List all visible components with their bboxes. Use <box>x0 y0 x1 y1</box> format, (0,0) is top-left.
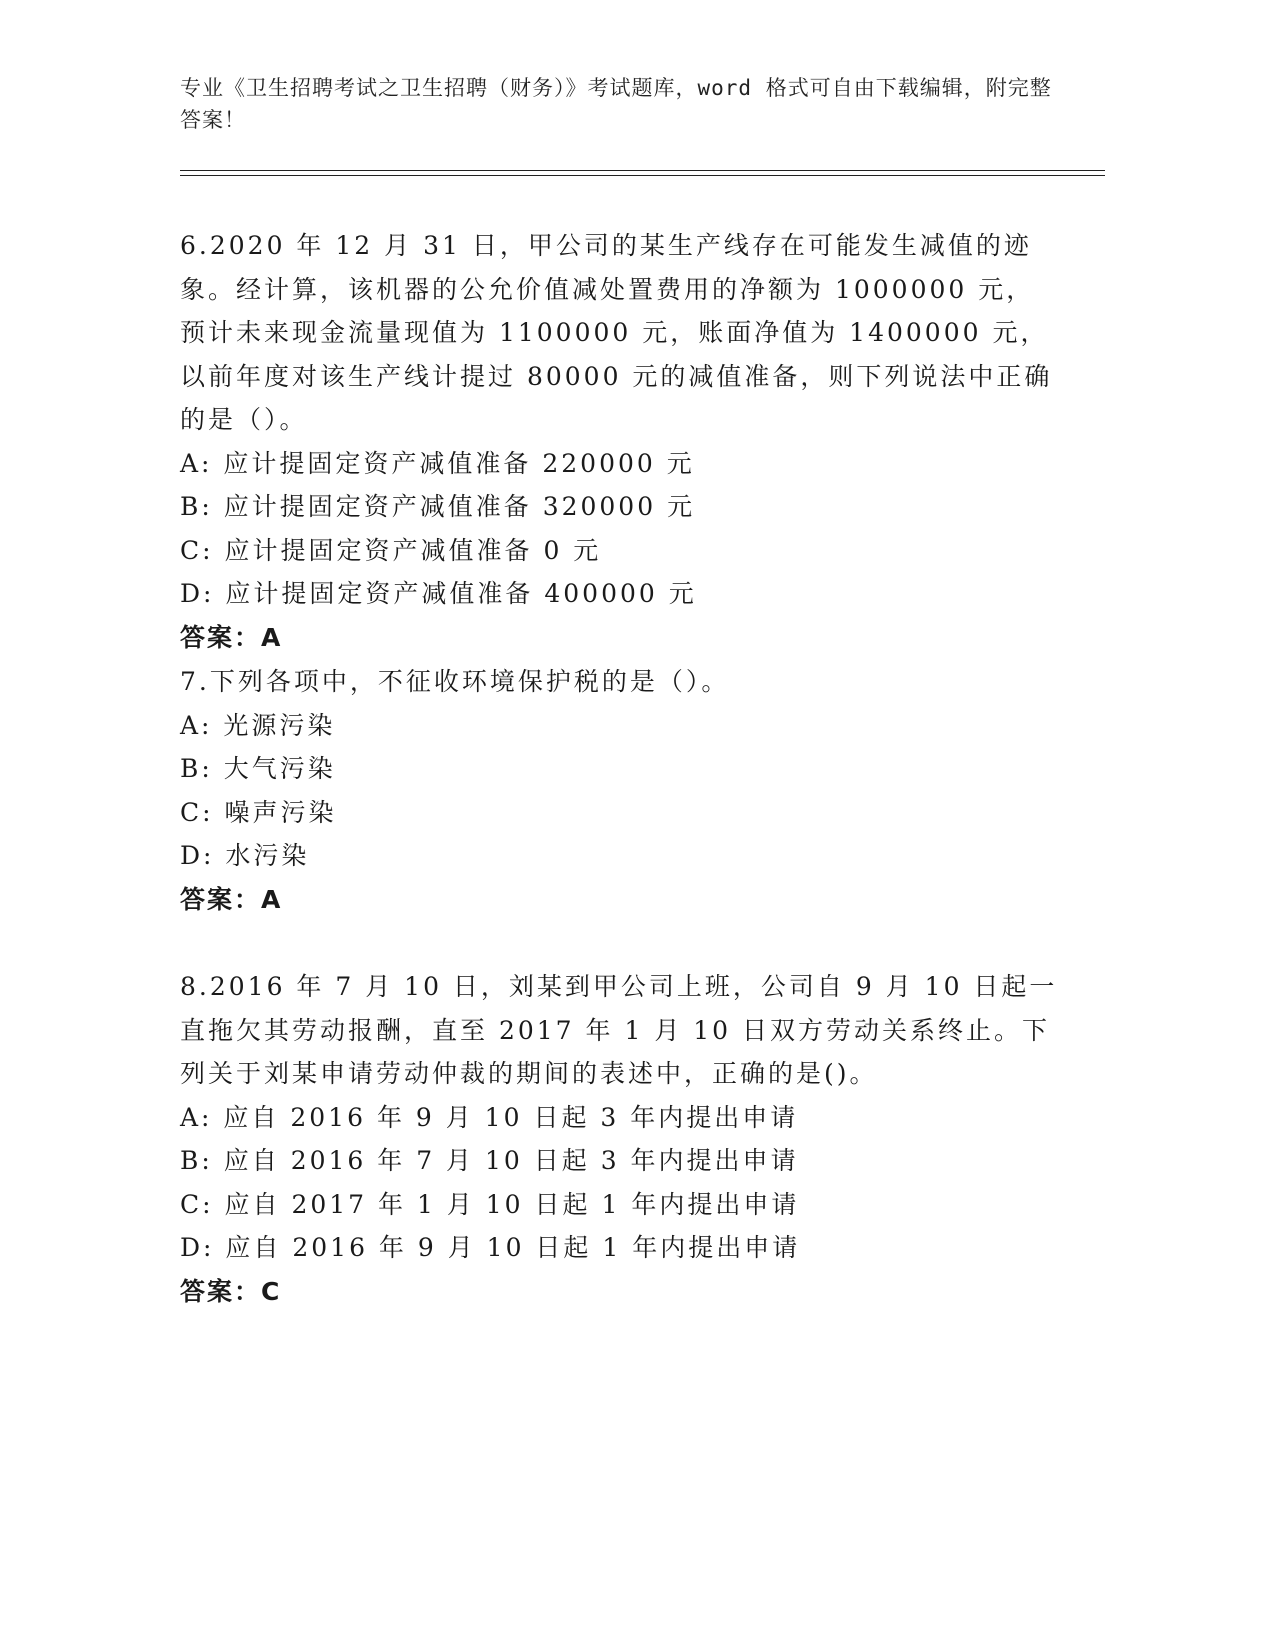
header-divider-double <box>180 175 1105 176</box>
question-stem: 8.2016 年 7 月 10 日，刘某到甲公司上班，公司自 9 月 10 日起一直拖欠其劳动报酬，直至 2017 年 1 月 10 日双方劳动关系终止。下列关于刘某申请劳动仲裁的期间的表述中，正确的是()。 <box>180 972 1058 1088</box>
option-a: A: 光源污染 <box>180 710 336 740</box>
option-a: A: 应计提固定资产减值准备 220000 元 <box>180 448 695 478</box>
option-a: A: 应自 2016 年 9 月 10 日起 3 年内提出申请 <box>180 1102 799 1132</box>
option-d: D: 应自 2016 年 9 月 10 日起 1 年内提出申请 <box>180 1233 801 1262</box>
option-d: D: 水污染 <box>180 841 310 870</box>
option-c: C: 应计提固定资产减值准备 0 元 <box>180 535 602 565</box>
option-b: B: 大气污染 <box>180 754 336 783</box>
question-stem: 7.下列各项中，不征收环境保护税的是（）。 <box>180 667 730 696</box>
answer-line: 答案：A <box>180 884 283 914</box>
option-c: C: 噪声污染 <box>180 797 337 827</box>
question-stem: 6.2020 年 12 月 31 日，甲公司的某生产线存在可能发生减值的迹象。经计算，该机器的公允价值减处置费用的净额为 1000000 元，预计未来现金流量现值为 1100000 元，账面净值为 1400000 元，以前年度对该生产线计提过 80000 元的减值准备，则下列说法中正确的是（）。 <box>180 231 1053 434</box>
document-header: 专业《卫生招聘考试之卫生招聘（财务）》考试题库，word 格式可自由下载编辑，附完整答案！ <box>180 76 1052 132</box>
question-6 <box>180 224 1060 659</box>
header-divider <box>180 170 1105 171</box>
option-b: B: 应计提固定资产减值准备 320000 元 <box>180 492 696 521</box>
option-b: B: 应自 2016 年 7 月 10 日起 3 年内提出申请 <box>180 1146 799 1175</box>
option-d: D: 应计提固定资产减值准备 400000 元 <box>180 579 697 608</box>
question-7 <box>180 660 1060 921</box>
answer-line: 答案：A <box>180 622 283 652</box>
answer-line: 答案：C <box>180 1276 282 1306</box>
option-c: C: 应自 2017 年 1 月 10 日起 1 年内提出申请 <box>180 1189 800 1219</box>
question-8 <box>180 965 1060 1313</box>
